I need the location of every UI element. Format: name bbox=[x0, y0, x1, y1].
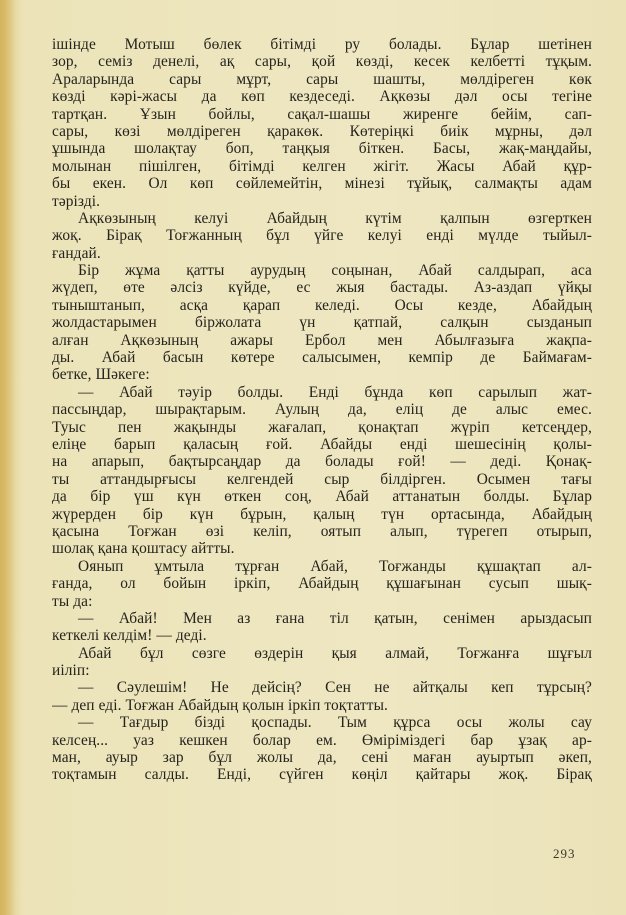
text-line: Ақкөзының келуі Абайдың күтім қалпын өзгерткен bbox=[78, 209, 592, 227]
text-line: алған Ақкөзының ажары Ербол мен Абылғазыға жақпа- bbox=[52, 331, 592, 349]
text-line: ты аттандырғысы келгендей сыр білдірген. Осымен тағы bbox=[52, 470, 592, 488]
text-line: на апарып, бақтырсаңдар да болады ғой! — деді. Қонақ- bbox=[52, 453, 592, 471]
text-line: ды. Абай басын көтере салысымен, кемпір де Баймағам- bbox=[52, 349, 592, 367]
text-line: да бір үш күн өткен соң, Абай аттанатын болды. Бұлар bbox=[52, 488, 592, 506]
text-line: қасына Тоғжан өзі келіп, оятып алып, түрегеп отырып, bbox=[52, 522, 592, 540]
page-number: 293 bbox=[553, 846, 576, 861]
text-line: ты да: bbox=[52, 592, 93, 610]
text-line: ғандай. bbox=[52, 244, 101, 262]
text-line: жолдастарымен біржолата үн қатпай, салқын сызданып bbox=[52, 314, 592, 332]
page-gutter bbox=[0, 0, 16, 915]
text-line: жүрерден бір күн бұрын, қалың түн ортасында, Абайдың bbox=[52, 505, 592, 523]
text-line: ман, ауыр зар бұл жолы да, сені маған ауыртып әкеп, bbox=[52, 749, 592, 767]
text-line: шолақ қана қоштасу айтты. bbox=[52, 540, 235, 558]
text-line: зор, семіз денелі, ақ сары, қой көзді, кесек келбетті тұқым. bbox=[52, 53, 592, 71]
text-line: тәрізді. bbox=[52, 192, 101, 210]
text-line: ұшында шолақтау боп, таңқыя біткен. Басы, жақ-маңдайы, bbox=[52, 140, 592, 158]
body-text bbox=[52, 36, 592, 784]
text-line: тоқтамын салды. Енді, сүйген көңіл қайтары жоқ. Бірақ bbox=[52, 766, 592, 784]
text-line: бетке, Шәкеге: bbox=[52, 366, 150, 384]
text-line: иіліп: bbox=[52, 662, 90, 680]
text-line: ішінде Мотыш бөлек бітімді ру болады. Бұлар шетінен bbox=[52, 36, 592, 53]
text-line: пассыңдар, шырақтарым. Аулың да, еліц де алыс емес. bbox=[52, 401, 592, 419]
text-line: — Сәулешім! Не дейсің? Сен не айтқалы кеп тұрсың? bbox=[78, 679, 592, 697]
text-line: жүдеп, өте әлсіз күйде, ес жыя бастады. Аз-аздап үйқы bbox=[52, 279, 592, 297]
text-line: Бір жұма қатты аурудың соңынан, Абай салдырап, аса bbox=[78, 262, 592, 280]
text-line: — деп еді. Тоғжан Абайдың қолын іркіп тоқтатты. bbox=[52, 696, 388, 714]
text-line: — Тағдыр бізді қоспады. Тым құрса осы жолы сау bbox=[78, 714, 592, 732]
text-line: келсең... уаз кешкен болар ем. Өміріміздегі бар ұзақ ар- bbox=[52, 731, 592, 749]
text-line: тартқан. Ұзын бойлы, сақал-шашы жиренге бейім, сап- bbox=[52, 105, 592, 123]
text-line: — Абай тәуір болды. Енді бұнда көп сарылып жат- bbox=[78, 383, 592, 401]
text-line: Туыс пен жақынды жағалап, қонақтап жүріп кетсеңдер, bbox=[52, 418, 592, 436]
text-line: Оянып ұмтыла тұрған Абай, Тоғжанды құшақтап ал- bbox=[78, 557, 592, 575]
text-line: Араларында сары мұрт, сары шашты, мөлдіреген көк bbox=[52, 70, 592, 88]
text-line: тыныштанып, асқа қарап келеді. Осы кезде, Абайдың bbox=[52, 296, 592, 314]
text-line: сары, көзі мөлдіреген қаракөк. Көтеріңкі биік мұрны, дәл bbox=[52, 122, 592, 140]
text-line: кеткелі келдім! — деді. bbox=[52, 627, 207, 645]
text-line: еліңе барып қаласың ғой. Абайды енді шешесінің қолы- bbox=[52, 435, 592, 453]
text-line: Абай бұл сөзге өздерін қыя алмай, Тоғжанға шұғыл bbox=[78, 644, 592, 662]
text-line: — Абай! Мен аз ғана тіл қатын, сенімен арыздасып bbox=[78, 609, 592, 627]
text-line: көзді кәрі-жасы да көп кездеседі. Ақкөзы дәл осы тегіне bbox=[52, 88, 592, 106]
text-line: молынан пішілген, бітімді келген жігіт. Жасы Абай құр- bbox=[52, 157, 592, 175]
text-line: жоқ. Бірақ Тоғжанның бұл үйге келуі енді мүлде тыйыл- bbox=[52, 227, 592, 245]
text-line: бы екен. Ол көп сөйлемейтін, мінезі тұйық, салмақты адам bbox=[52, 175, 592, 193]
text-line: ғанда, ол бойын іркіп, Абайдың құшағынан сусып шық- bbox=[52, 575, 592, 593]
